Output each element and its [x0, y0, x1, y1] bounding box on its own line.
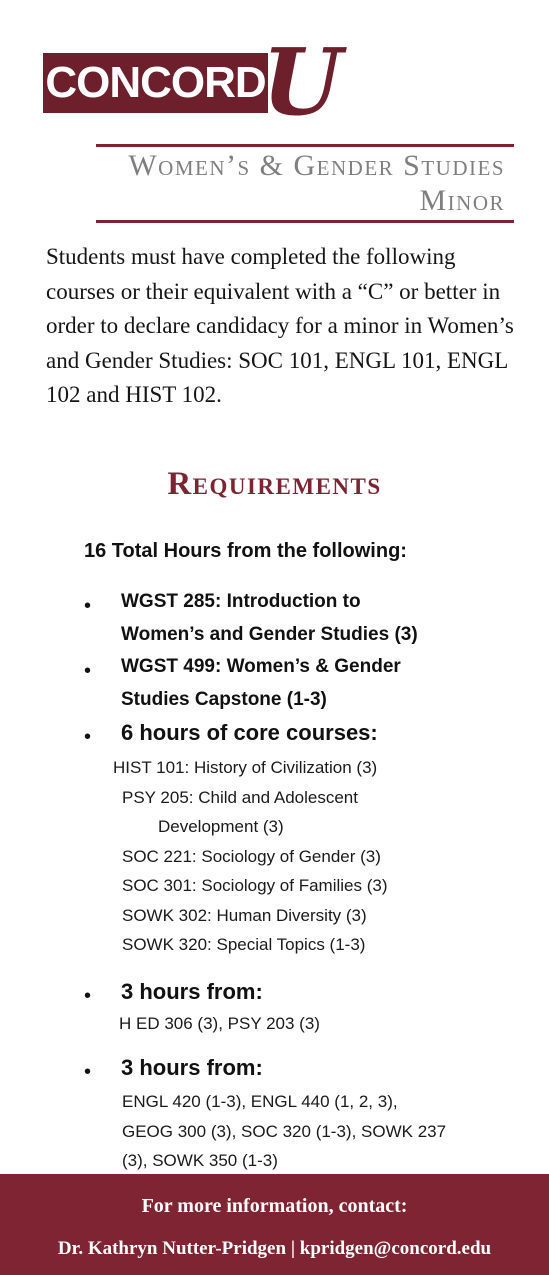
course-item: SOC 301: Sociology of Families (3): [122, 876, 388, 895]
course-item: H ED 306 (3), PSY 203 (3): [119, 1014, 320, 1033]
contact-email-link[interactable]: kpridgen@concord.edu: [299, 1238, 492, 1259]
requirements-heading: Requirements: [167, 466, 382, 502]
bullet-icon: •: [84, 1061, 92, 1083]
course-item: HIST 101: History of Civilization (3): [113, 758, 378, 777]
page-title-line-1: Women’s & Gender Studies: [128, 149, 505, 182]
footer-heading: For more information, contact:: [141, 1195, 408, 1217]
requirement-line: Studies Capstone (1-3): [121, 688, 327, 710]
contact-name: Dr. Kathryn Nutter-Pridgen: [57, 1238, 287, 1259]
requirement-3-hours-a: 3 hours from:: [121, 979, 263, 1004]
contact-separator: |: [290, 1238, 295, 1259]
logo-wordmark: CONCORD: [45, 58, 266, 107]
course-item-continuation: Development (3): [158, 817, 284, 836]
bullet-icon: •: [84, 595, 92, 617]
footer-contact-line: [0, 1238, 549, 1260]
title-rule-bottom: [96, 220, 514, 223]
title-rule-top: [96, 144, 514, 147]
bullet-icon: •: [84, 726, 92, 748]
footer-banner: [0, 1174, 549, 1275]
course-item: (3), SOWK 350 (1-3): [122, 1151, 278, 1170]
course-item: SOWK 320: Special Topics (1-3): [122, 935, 366, 954]
requirement-line: WGST 285: Introduction to: [121, 591, 361, 612]
total-hours-label: 16 Total Hours from the following:: [84, 540, 407, 562]
requirement-wgst-285: [121, 586, 418, 651]
course-item: PSY 205: Child and Adolescent: [122, 788, 358, 807]
requirement-wgst-499: [121, 651, 401, 716]
course-item: SOC 221: Sociology of Gender (3): [122, 847, 381, 866]
bullet-icon: •: [84, 660, 92, 682]
requirement-core-courses: 6 hours of core courses:: [121, 720, 378, 745]
intro-paragraph: Students must have completed the following courses or their equivalent with a “C” or better in order to declare candidacy for a minor in Women’s and Gender Studies: SOC 101, ENGL 101, ENGL 102 and HIST 102.: [46, 244, 514, 407]
requirement-line: Women’s and Gender Studies (3): [121, 623, 418, 645]
course-item: GEOG 300 (3), SOC 320 (1-3), SOWK 237: [122, 1122, 447, 1141]
logo-u-mark: U: [262, 28, 343, 136]
course-item: ENGL 420 (1-3), ENGL 440 (1, 2, 3),: [122, 1092, 398, 1111]
course-item: SOWK 302: Human Diversity (3): [122, 906, 367, 925]
bullet-icon: •: [84, 985, 92, 1007]
requirement-3-hours-b: 3 hours from:: [121, 1055, 263, 1080]
page-title-line-2: Minor: [419, 184, 505, 217]
requirement-line: WGST 499: Women’s & Gender: [121, 656, 401, 677]
